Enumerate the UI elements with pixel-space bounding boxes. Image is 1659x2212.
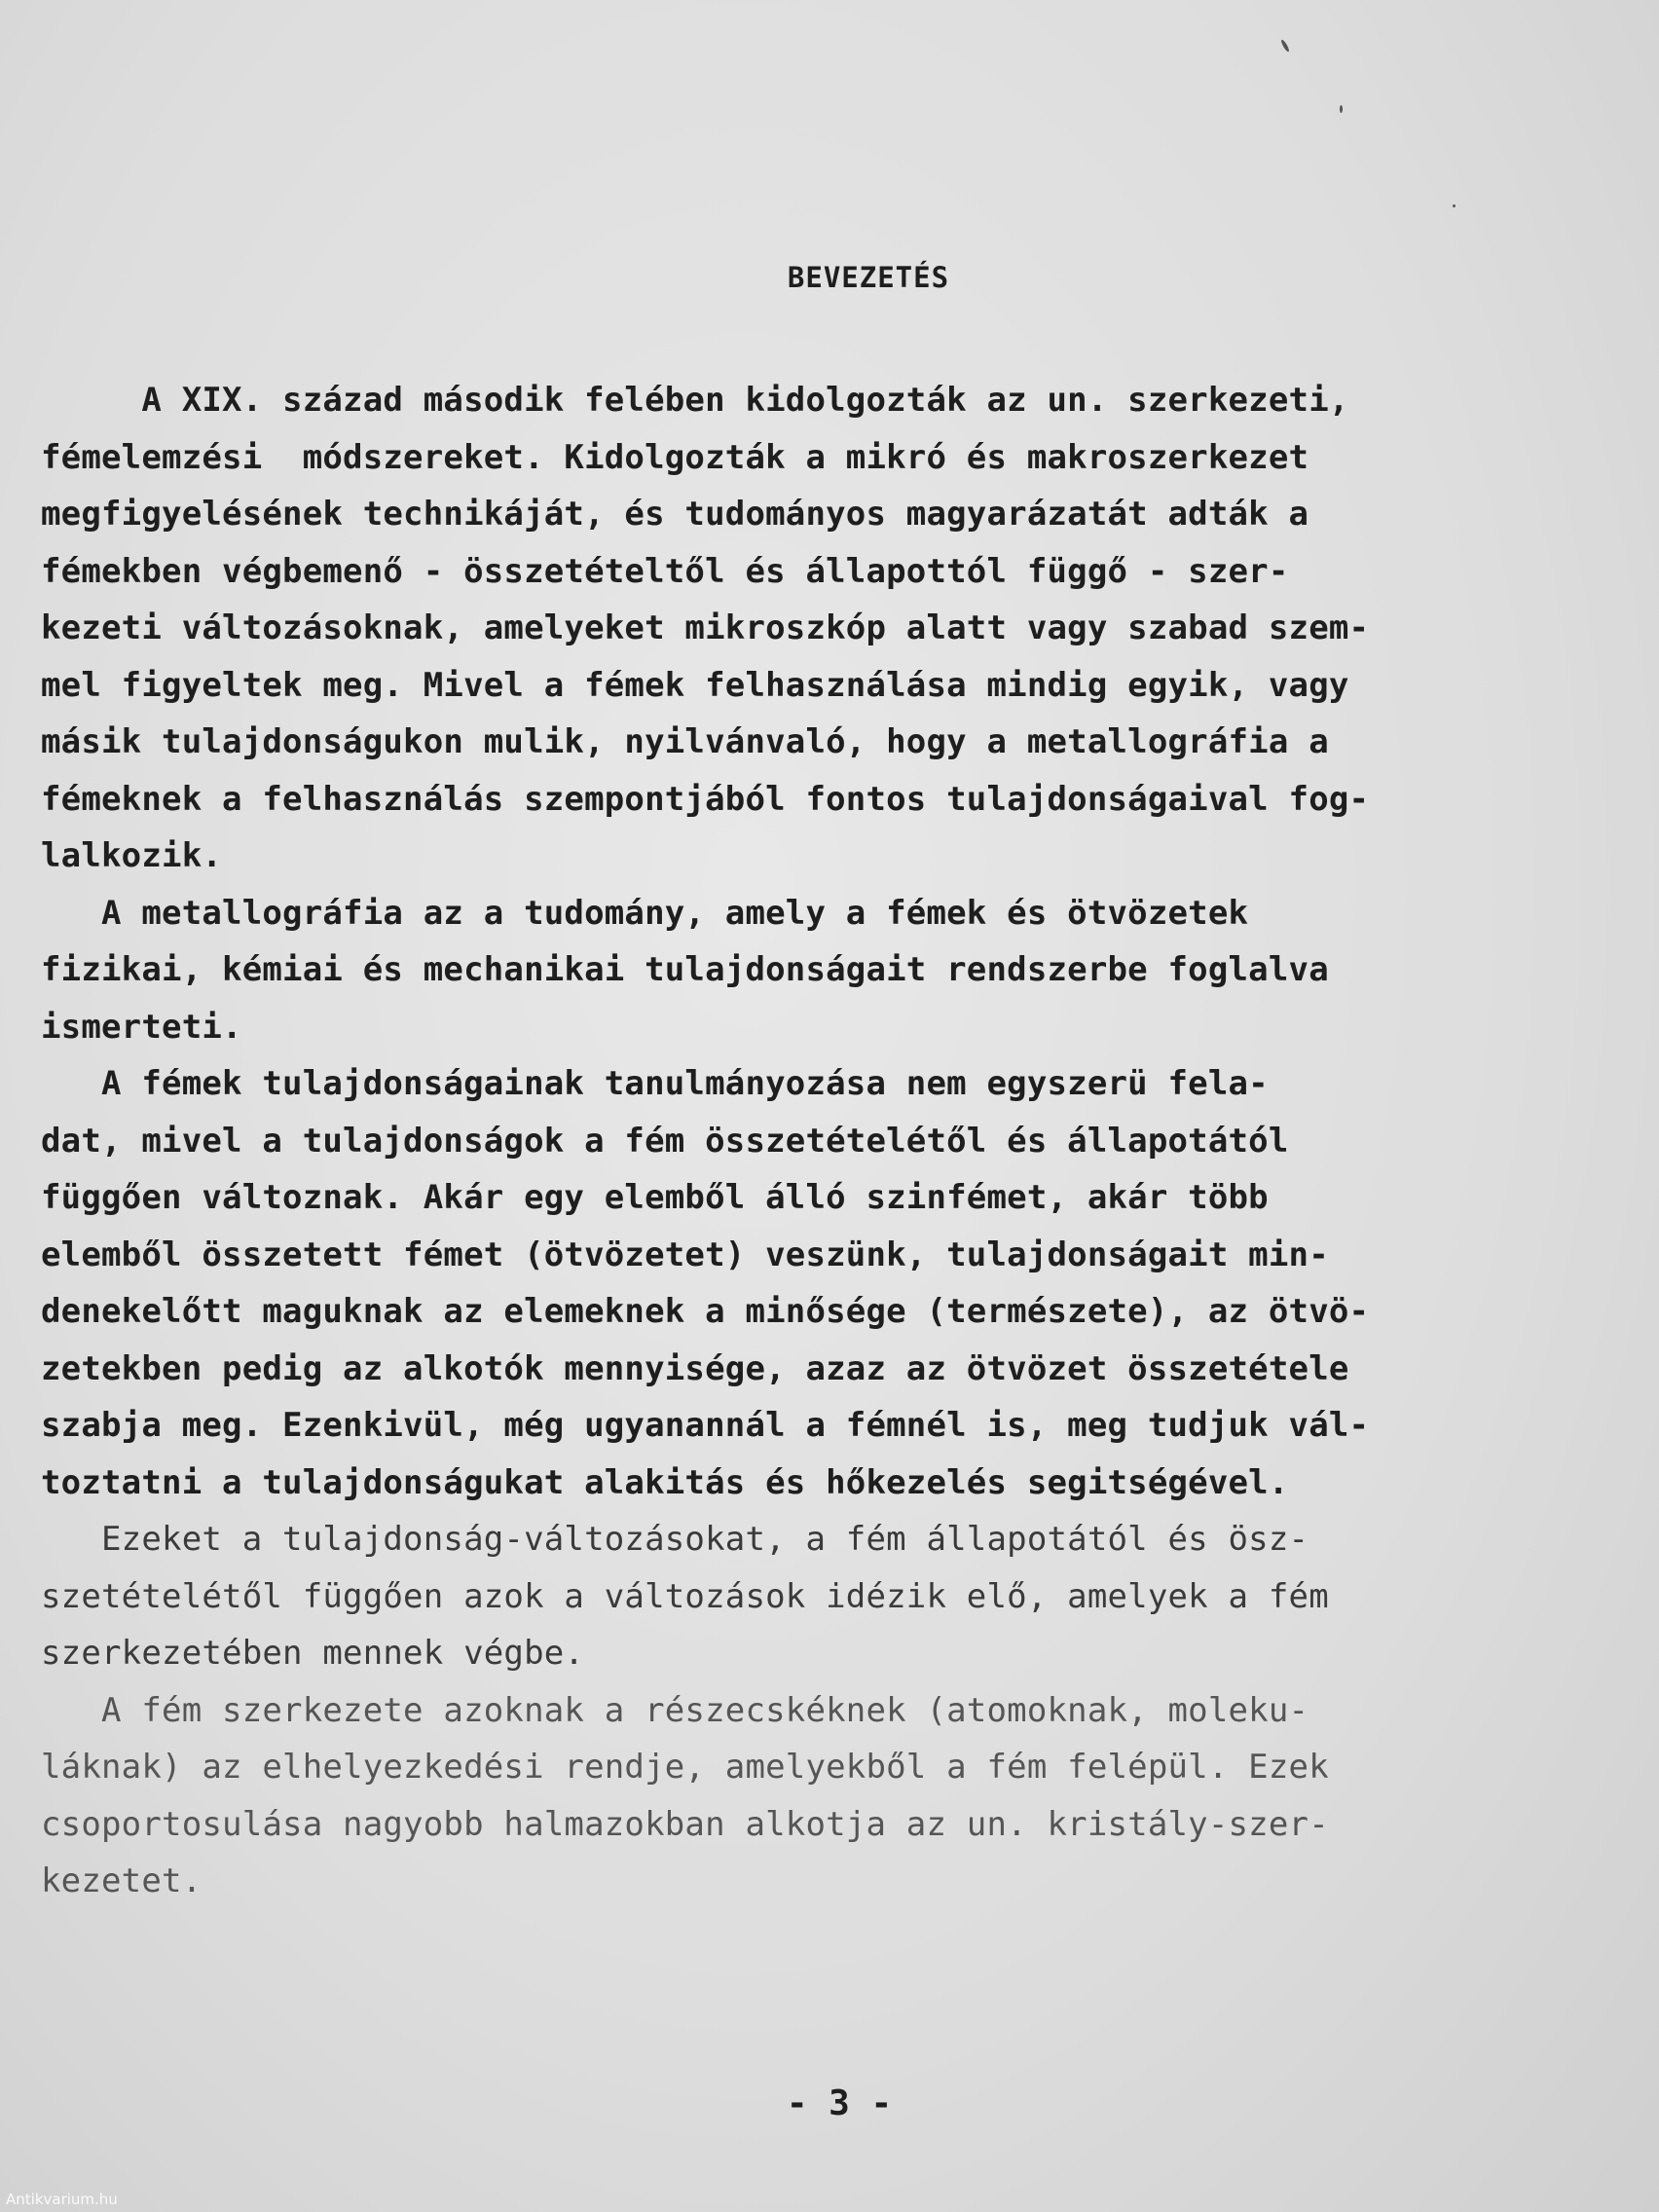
text-line: fizikai, kémiai és mechanikai tulajdonságait rendszerbe foglalva bbox=[41, 950, 1329, 989]
text-line: toztatni a tulajdonságukat alakitás és hőkezelés segitségével. bbox=[41, 1462, 1289, 1502]
text-line: A fémek tulajdonságainak tanulmányozása nem egyszerü fela- bbox=[41, 1064, 1269, 1103]
text-line: fémeknek a felhasználás szempontjából fontos tulajdonságaival fog- bbox=[41, 779, 1370, 819]
text-line: láknak) az elhelyezkedési rendje, amelyekből a fém felépül. Ezek bbox=[41, 1748, 1329, 1787]
text-line: fémekben végbemenő - összetételtől és állapottól függő - szer- bbox=[41, 551, 1289, 591]
paper-speck bbox=[1340, 105, 1343, 113]
text-line: mel figyeltek meg. Mivel a fémek felhasználása mindig egyik, vagy bbox=[41, 665, 1349, 705]
text-line: szerkezetében mennek végbe. bbox=[41, 1634, 585, 1673]
paper-speck bbox=[1280, 39, 1290, 53]
text-line: ismerteti. bbox=[41, 1007, 242, 1047]
text-line: A fém szerkezete azoknak a részecskéknek (atomoknak, moleku- bbox=[41, 1690, 1309, 1730]
text-line: csoportosulása nagyobb halmazokban alkotja az un. kristály-szer- bbox=[41, 1804, 1329, 1844]
text-line: A metallográfia az a tudomány, amely a fémek és ötvözetek bbox=[41, 893, 1249, 933]
text-line: lalkozik. bbox=[41, 836, 223, 875]
text-line: dat, mivel a tulajdonságok a fém összetételétől és állapotától bbox=[41, 1121, 1289, 1161]
text-line: denekelőtt maguknak az elemeknek a minősége (természete), az ötvö- bbox=[41, 1292, 1370, 1331]
text-line: zetekben pedig az alkotók mennyisége, azaz az ötvözet összetétele bbox=[41, 1348, 1349, 1388]
text-line: megfigyelésének technikáját, és tudományos magyarázatát adták a bbox=[41, 495, 1309, 534]
text-line: függően változnak. Akár egy elemből álló szinfémet, akár több bbox=[41, 1178, 1269, 1217]
text-line: kezeti változásoknak, amelyeket mikroszkóp alatt vagy szabad szem- bbox=[41, 608, 1370, 647]
paper-speck bbox=[1453, 204, 1456, 207]
text-line: Ezeket a tulajdonság-változásokat, a fém állapotától és ösz- bbox=[41, 1520, 1309, 1559]
page-number: - 3 - bbox=[786, 2083, 893, 2123]
text-line: kezetet. bbox=[41, 1862, 203, 1900]
watermark: Antikvarium.hu bbox=[6, 2191, 118, 2208]
body-text bbox=[41, 372, 1579, 1910]
text-line: szabja meg. Ezenkivül, még ugyanannál a fémnél is, meg tudjuk vál- bbox=[41, 1406, 1370, 1445]
page-title: BEVEZETÉS bbox=[787, 261, 950, 294]
text-line: szetételétől függően azok a változások idézik elő, amelyek a fém bbox=[41, 1576, 1329, 1616]
text-line: A XIX. század második felében kidolgozták az un. szerkezeti, bbox=[41, 381, 1349, 420]
text-line: fémelemzési módszereket. Kidolgozták a mikró és makroszerkezet bbox=[41, 437, 1309, 477]
text-line: másik tulajdonságukon mulik, nyilvánvaló, hogy a metallográfia a bbox=[41, 722, 1329, 761]
text-line: elemből összetett fémet (ötvözetet) veszünk, tulajdonságait min- bbox=[41, 1235, 1329, 1274]
